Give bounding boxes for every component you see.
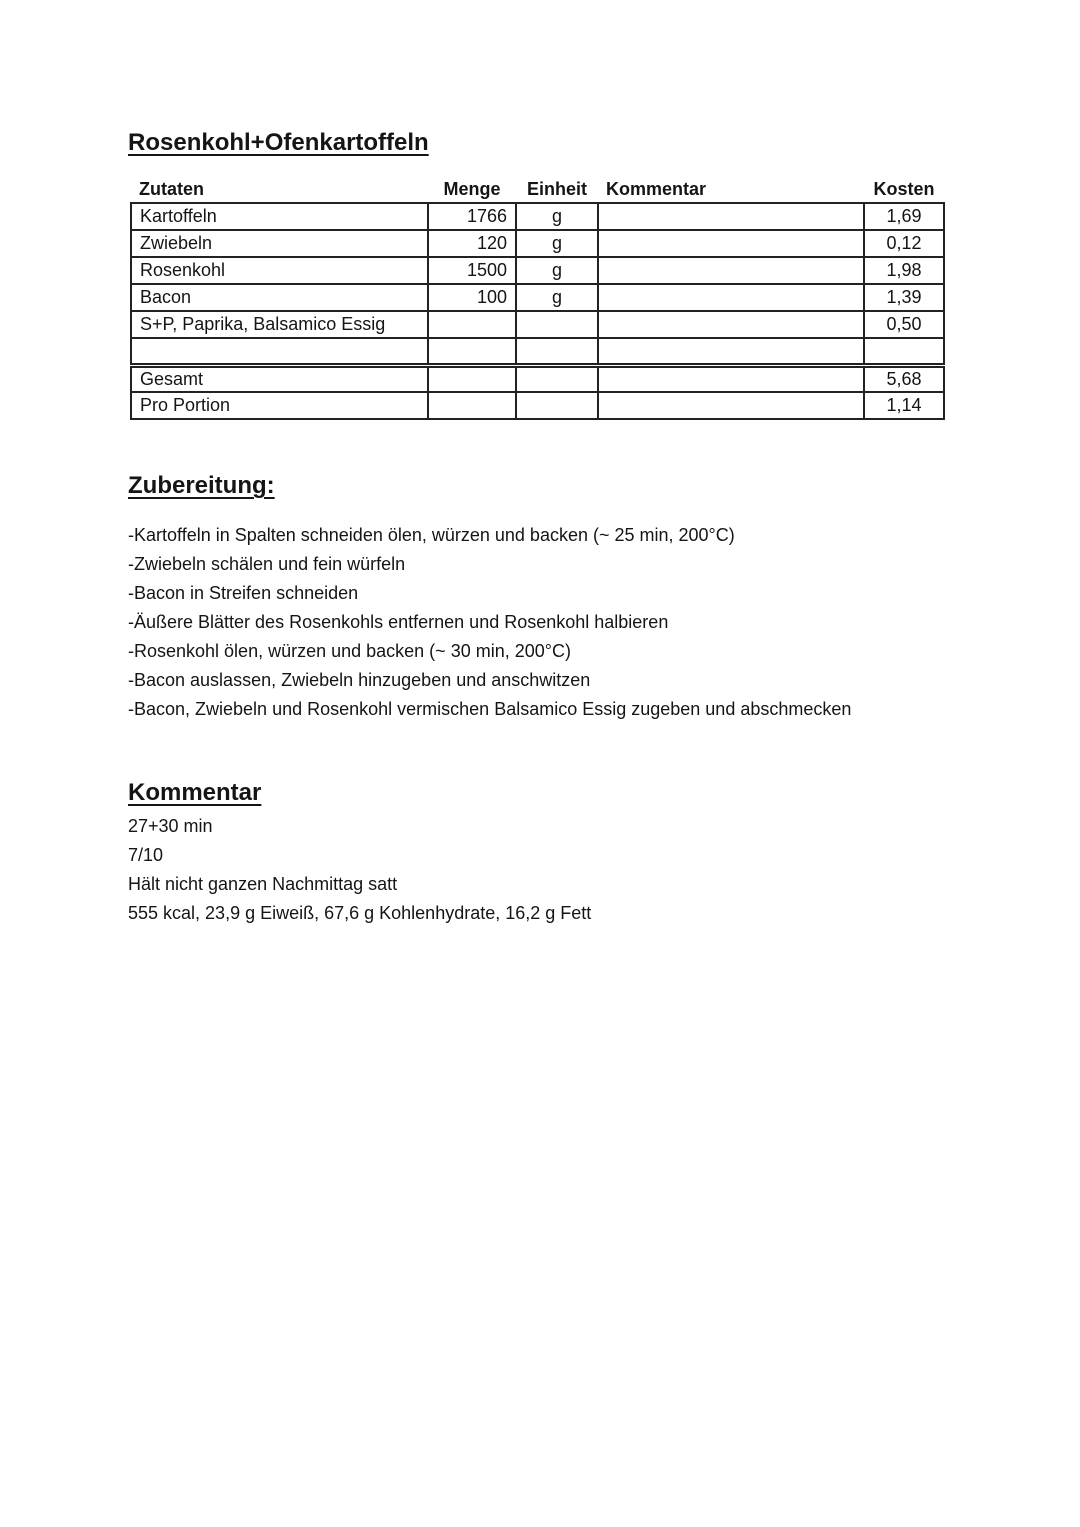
cell-kommentar: [598, 338, 864, 365]
preparation-step: -Bacon, Zwiebeln und Rosenkohl vermischen Balsamico Essig zugeben und abschmecken: [128, 699, 852, 719]
cell-einheit: g: [516, 203, 598, 230]
cell-zutat: [131, 338, 428, 365]
cell-zutat: Zwiebeln: [131, 230, 428, 257]
ingredient-row: [131, 311, 944, 338]
total-row: [131, 365, 944, 392]
cell-menge: 1766: [428, 203, 516, 230]
cell-kommentar: [598, 284, 864, 311]
cell-menge: [428, 338, 516, 365]
cell-kosten: 1,14: [864, 392, 944, 419]
preparation-step: -Zwiebeln schälen und fein würfeln: [128, 554, 406, 574]
cell-kosten: 1,98: [864, 257, 944, 284]
cell-einheit: [516, 338, 598, 365]
preparation-step: -Bacon auslassen, Zwiebeln hinzugeben und anschwitzen: [128, 670, 591, 690]
cell-menge: [428, 392, 516, 419]
cell-zutat: Gesamt: [131, 365, 428, 392]
cell-einheit: [516, 392, 598, 419]
comment-line: 27+30 min: [128, 816, 213, 836]
cell-einheit: g: [516, 284, 598, 311]
cell-kosten: 1,69: [864, 203, 944, 230]
cell-kommentar: [598, 311, 864, 338]
cell-kosten: 0,12: [864, 230, 944, 257]
cell-menge: [428, 365, 516, 392]
section-heading-kommentar: Kommentar: [128, 779, 262, 806]
per-portion-row: [131, 392, 944, 419]
preparation-step: -Kartoffeln in Spalten schneiden ölen, würzen und backen (~ 25 min, 200°C): [128, 525, 735, 545]
ingredients-table: [130, 176, 945, 420]
cell-kosten: 1,39: [864, 284, 944, 311]
preparation-step: -Rosenkohl ölen, würzen und backen (~ 30 min, 200°C): [128, 641, 571, 661]
cell-kommentar: [598, 203, 864, 230]
col-header-kosten: Kosten: [873, 178, 935, 199]
comment-line: 7/10: [128, 845, 164, 865]
cell-kosten: [864, 338, 944, 365]
cell-zutat: Pro Portion: [131, 392, 428, 419]
cell-kommentar: [598, 365, 864, 392]
cell-einheit: g: [516, 230, 598, 257]
cell-menge: 120: [428, 230, 516, 257]
cell-zutat: Rosenkohl: [131, 257, 428, 284]
comment-line: 555 kcal, 23,9 g Eiweiß, 67,6 g Kohlenhydrate, 16,2 g Fett: [128, 903, 592, 923]
comment-lines: [128, 812, 591, 928]
ingredient-row: [131, 230, 944, 257]
preparation-step: -Äußere Blätter des Rosenkohls entfernen und Rosenkohl halbieren: [128, 612, 669, 632]
cell-zutat: S+P, Paprika, Balsamico Essig: [131, 311, 428, 338]
preparation-steps: [128, 521, 851, 724]
comment-line: Hält nicht ganzen Nachmittag satt: [128, 874, 398, 894]
col-header-menge: Menge: [443, 178, 501, 199]
empty-row: [131, 338, 944, 365]
page-title: Rosenkohl+Ofenkartoffeln: [128, 129, 429, 156]
cell-menge: 1500: [428, 257, 516, 284]
col-header-einheit: Einheit: [526, 178, 587, 199]
preparation-step: -Bacon in Streifen schneiden: [128, 583, 359, 603]
cell-kommentar: [598, 230, 864, 257]
ingredient-row: [131, 203, 944, 230]
cell-einheit: [516, 365, 598, 392]
cell-einheit: g: [516, 257, 598, 284]
col-header-zutaten: Zutaten: [139, 178, 204, 199]
col-header-kommentar: Kommentar: [606, 178, 707, 199]
cell-zutat: Bacon: [131, 284, 428, 311]
ingredient-row: [131, 257, 944, 284]
cell-kommentar: [598, 392, 864, 419]
cell-zutat: Kartoffeln: [131, 203, 428, 230]
cell-menge: [428, 311, 516, 338]
ingredient-row: [131, 284, 944, 311]
cell-einheit: [516, 311, 598, 338]
cell-kommentar: [598, 257, 864, 284]
cell-menge: 100: [428, 284, 516, 311]
table-header-row: [131, 176, 944, 203]
cell-kosten: 5,68: [864, 365, 944, 392]
cell-kosten: 0,50: [864, 311, 944, 338]
section-heading-zubereitung: Zubereitung:: [128, 472, 275, 499]
